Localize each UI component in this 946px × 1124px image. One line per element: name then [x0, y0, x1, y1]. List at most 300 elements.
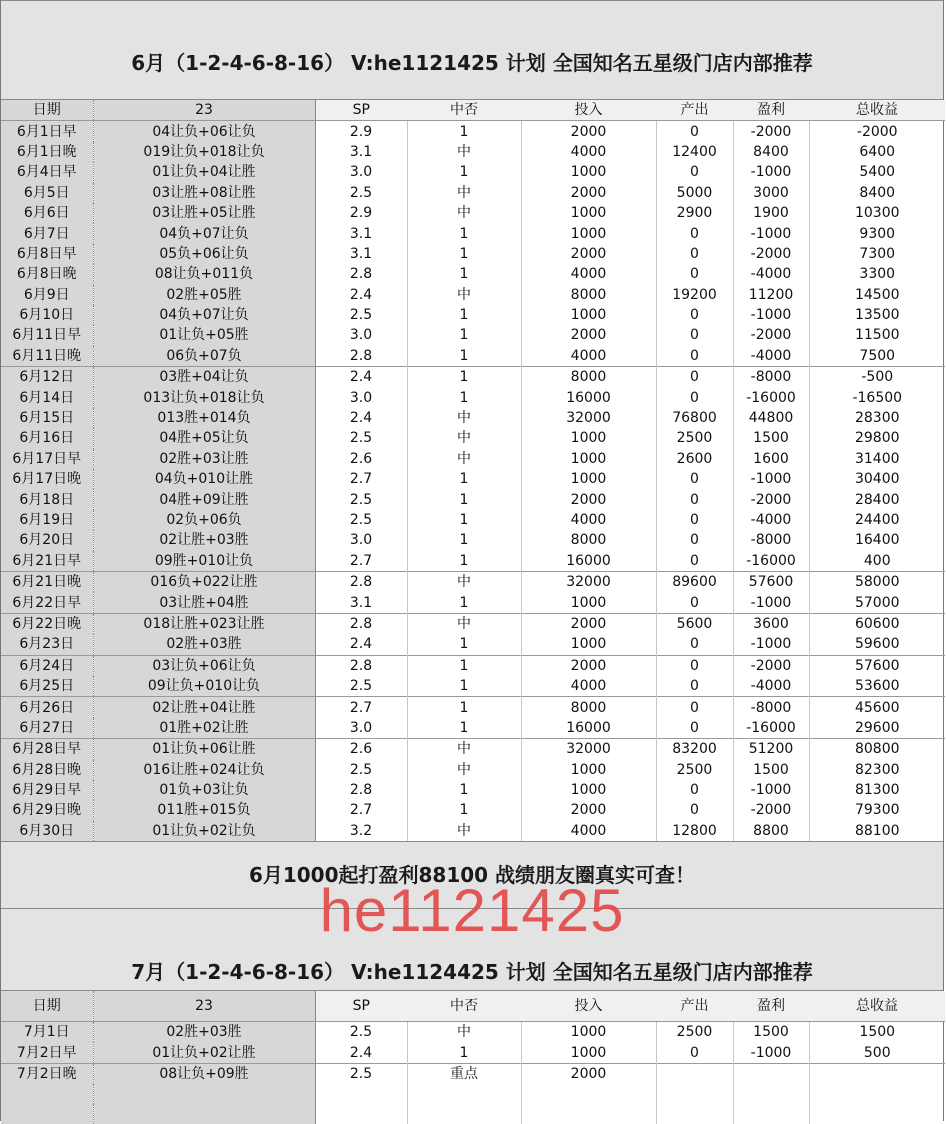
- cell-profit: -1000: [733, 162, 809, 182]
- cell-output: 0: [656, 162, 733, 182]
- table-row: [1, 655, 945, 676]
- cell-date: 6月28日早: [1, 739, 93, 760]
- cell-profit: 8800: [733, 821, 809, 841]
- cell-date: 6月16日: [1, 428, 93, 448]
- cell-date: 6月21日早: [1, 551, 93, 572]
- cell-match: 01让负+06让胜: [93, 739, 315, 760]
- table-row: [1, 285, 945, 305]
- cell-output: 0: [656, 305, 733, 325]
- cell-date: 7月2日早: [1, 1042, 93, 1063]
- cell-output: 2500: [656, 760, 733, 780]
- cell-stake: 2000: [521, 121, 656, 142]
- table-row: [1, 592, 945, 613]
- empty-cell: [1, 1104, 93, 1124]
- cell-match: 016负+022让胜: [93, 571, 315, 592]
- cell-hit: 1: [407, 592, 521, 613]
- table-row: [1, 162, 945, 182]
- july-table-body: [1, 1022, 945, 1124]
- empty-cell: [733, 1084, 809, 1104]
- empty-cell: [521, 1104, 656, 1124]
- cell-date: 6月29日早: [1, 780, 93, 800]
- cell-profit: -1000: [733, 592, 809, 613]
- cell-total: 5400: [809, 162, 945, 182]
- cell-hit: 1: [407, 387, 521, 407]
- col-header-profit: 盈利: [733, 991, 809, 1022]
- cell-output: 0: [656, 510, 733, 530]
- cell-sp: 2.5: [315, 305, 407, 325]
- cell-output: 83200: [656, 739, 733, 760]
- cell-match: 02让胜+04让胜: [93, 697, 315, 718]
- cell-match: 01让负+02让负: [93, 821, 315, 841]
- cell-sp: 2.8: [315, 571, 407, 592]
- table-row: [1, 800, 945, 820]
- table-row: [1, 739, 945, 760]
- cell-stake: 1000: [521, 1022, 656, 1043]
- cell-sp: 2.5: [315, 1022, 407, 1043]
- cell-sp: 3.0: [315, 325, 407, 345]
- cell-sp: 2.4: [315, 367, 407, 388]
- cell-hit: 中: [407, 183, 521, 203]
- empty-cell: [315, 1104, 407, 1124]
- cell-profit: 44800: [733, 408, 809, 428]
- cell-date: 6月24日: [1, 655, 93, 676]
- col-header-stake: 投入: [521, 100, 656, 121]
- cell-stake: 8000: [521, 285, 656, 305]
- cell-stake: 2000: [521, 244, 656, 264]
- cell-hit: 中: [407, 1022, 521, 1043]
- cell-match: 04负+07让负: [93, 223, 315, 243]
- cell-stake: 1000: [521, 203, 656, 223]
- cell-sp: 2.4: [315, 285, 407, 305]
- empty-cell: [521, 1084, 656, 1104]
- cell-date: 6月12日: [1, 367, 93, 388]
- cell-output: 0: [656, 592, 733, 613]
- cell-stake: 1000: [521, 634, 656, 655]
- cell-total: 16400: [809, 530, 945, 550]
- cell-output: 0: [656, 551, 733, 572]
- col-header-sp: SP: [315, 100, 407, 121]
- cell-hit: 1: [407, 223, 521, 243]
- table-row: [1, 718, 945, 739]
- table-row: [1, 325, 945, 345]
- cell-total: 60600: [809, 613, 945, 634]
- table-row: [1, 121, 945, 142]
- cell-match: 04胜+09让胜: [93, 489, 315, 509]
- cell-date: 6月7日: [1, 223, 93, 243]
- cell-total: 6400: [809, 142, 945, 162]
- cell-match: 03让胜+05让胜: [93, 203, 315, 223]
- table-row: [1, 571, 945, 592]
- col-header-total: 总收益: [809, 991, 945, 1022]
- cell-stake: 4000: [521, 821, 656, 841]
- cell-output: 0: [656, 1042, 733, 1063]
- summary-text: 6月1000起打盈利88100 战绩朋友圈真实可查！: [248, 863, 696, 888]
- cell-profit: 1900: [733, 203, 809, 223]
- cell-match: 018让胜+023让胜: [93, 613, 315, 634]
- cell-stake: 32000: [521, 408, 656, 428]
- cell-total: 28400: [809, 489, 945, 509]
- col-header-23: 23: [93, 100, 315, 121]
- cell-profit: -2000: [733, 800, 809, 820]
- cell-stake: 4000: [521, 676, 656, 697]
- table-row: [1, 367, 945, 388]
- cell-hit: 中: [407, 285, 521, 305]
- table-row: [1, 264, 945, 284]
- cell-total: 29800: [809, 428, 945, 448]
- cell-output: 12400: [656, 142, 733, 162]
- cell-profit: 57600: [733, 571, 809, 592]
- cell-sp: 2.7: [315, 800, 407, 820]
- cell-total: 53600: [809, 676, 945, 697]
- summary-banner: [1, 841, 943, 909]
- col-header-hit: 中否: [407, 100, 521, 121]
- cell-hit: 1: [407, 1042, 521, 1063]
- empty-cell: [93, 1104, 315, 1124]
- cell-total: 7500: [809, 346, 945, 367]
- table-row: [1, 1063, 945, 1084]
- june-title: 6月（1-2-4-6-8-16） V:he1121425 计划 全国知名五星级门店内部推荐: [131, 51, 813, 75]
- cell-date: 6月18日: [1, 489, 93, 509]
- cell-total: 80800: [809, 739, 945, 760]
- cell-profit: 3600: [733, 613, 809, 634]
- table-row: [1, 1022, 945, 1043]
- cell-output: 0: [656, 634, 733, 655]
- cell-hit: 1: [407, 489, 521, 509]
- july-header-row: [1, 991, 945, 1022]
- cell-profit: -16000: [733, 551, 809, 572]
- cell-date: 6月22日晚: [1, 613, 93, 634]
- cell-hit: 中: [407, 821, 521, 841]
- cell-stake: 2000: [521, 325, 656, 345]
- cell-sp: 2.8: [315, 346, 407, 367]
- cell-output: 0: [656, 469, 733, 489]
- cell-profit: 1600: [733, 449, 809, 469]
- cell-sp: 2.5: [315, 183, 407, 203]
- cell-stake: 16000: [521, 387, 656, 407]
- cell-stake: 1000: [521, 592, 656, 613]
- cell-stake: 1000: [521, 760, 656, 780]
- cell-total: 13500: [809, 305, 945, 325]
- cell-stake: 32000: [521, 571, 656, 592]
- cell-sp: 2.8: [315, 780, 407, 800]
- cell-profit: 1500: [733, 760, 809, 780]
- cell-sp: 2.7: [315, 697, 407, 718]
- cell-date: 6月10日: [1, 305, 93, 325]
- cell-match: 08让负+09胜: [93, 1063, 315, 1084]
- cell-hit: 1: [407, 325, 521, 345]
- cell-hit: 1: [407, 121, 521, 142]
- empty-row: [1, 1084, 945, 1104]
- cell-hit: 1: [407, 510, 521, 530]
- cell-output: 0: [656, 325, 733, 345]
- empty-cell: [93, 1084, 315, 1104]
- cell-output: 2500: [656, 1022, 733, 1043]
- table-row: [1, 551, 945, 572]
- col-header-hit: 中否: [407, 991, 521, 1022]
- cell-stake: 4000: [521, 346, 656, 367]
- cell-total: 3300: [809, 264, 945, 284]
- empty-cell: [809, 1104, 945, 1124]
- cell-match: 02负+06负: [93, 510, 315, 530]
- cell-date: 6月21日晚: [1, 571, 93, 592]
- cell-stake: 4000: [521, 510, 656, 530]
- table-row: [1, 821, 945, 841]
- table-row: [1, 1042, 945, 1063]
- cell-profit: -8000: [733, 530, 809, 550]
- cell-profit: -4000: [733, 676, 809, 697]
- cell-hit: 1: [407, 676, 521, 697]
- table-row: [1, 469, 945, 489]
- table-row: [1, 346, 945, 367]
- cell-hit: 1: [407, 244, 521, 264]
- cell-match: 06负+07负: [93, 346, 315, 367]
- cell-match: 02胜+03胜: [93, 634, 315, 655]
- cell-date: 6月5日: [1, 183, 93, 203]
- cell-hit: 中: [407, 428, 521, 448]
- cell-stake: 2000: [521, 655, 656, 676]
- cell-profit: [733, 1063, 809, 1084]
- cell-total: 28300: [809, 408, 945, 428]
- cell-stake: 32000: [521, 739, 656, 760]
- cell-date: 6月8日晚: [1, 264, 93, 284]
- cell-output: 0: [656, 121, 733, 142]
- june-table: [1, 100, 945, 841]
- cell-total: 88100: [809, 821, 945, 841]
- cell-date: 6月23日: [1, 634, 93, 655]
- empty-cell: [656, 1104, 733, 1124]
- col-header-profit: 盈利: [733, 100, 809, 121]
- cell-hit: 1: [407, 780, 521, 800]
- cell-total: [809, 1063, 945, 1084]
- cell-date: 6月11日晚: [1, 346, 93, 367]
- cell-output: 76800: [656, 408, 733, 428]
- table-row: [1, 697, 945, 718]
- cell-date: 6月17日晚: [1, 469, 93, 489]
- cell-sp: 2.5: [315, 1063, 407, 1084]
- cell-sp: 2.8: [315, 655, 407, 676]
- cell-date: 7月2日晚: [1, 1063, 93, 1084]
- cell-total: 10300: [809, 203, 945, 223]
- cell-match: 04让负+06让负: [93, 121, 315, 142]
- cell-sp: 3.1: [315, 142, 407, 162]
- cell-total: 400: [809, 551, 945, 572]
- cell-hit: 中: [407, 203, 521, 223]
- cell-sp: 2.8: [315, 264, 407, 284]
- cell-match: 02胜+05胜: [93, 285, 315, 305]
- cell-sp: 2.8: [315, 613, 407, 634]
- cell-sp: 3.1: [315, 223, 407, 243]
- cell-sp: 2.5: [315, 760, 407, 780]
- table-row: [1, 634, 945, 655]
- cell-profit: -4000: [733, 264, 809, 284]
- cell-sp: 3.2: [315, 821, 407, 841]
- cell-hit: 1: [407, 367, 521, 388]
- cell-date: 6月4日早: [1, 162, 93, 182]
- col-header-sp: SP: [315, 991, 407, 1022]
- june-title-banner: [1, 0, 943, 100]
- cell-match: 02让胜+03胜: [93, 530, 315, 550]
- cell-sp: 2.4: [315, 408, 407, 428]
- cell-total: 29600: [809, 718, 945, 739]
- table-row: [1, 387, 945, 407]
- cell-profit: -4000: [733, 346, 809, 367]
- cell-hit: 1: [407, 305, 521, 325]
- cell-output: 0: [656, 387, 733, 407]
- cell-output: 0: [656, 367, 733, 388]
- cell-stake: 8000: [521, 697, 656, 718]
- cell-date: 6月11日早: [1, 325, 93, 345]
- cell-stake: 2000: [521, 183, 656, 203]
- cell-sp: 2.6: [315, 449, 407, 469]
- cell-hit: 中: [407, 142, 521, 162]
- cell-output: [656, 1063, 733, 1084]
- cell-hit: 1: [407, 697, 521, 718]
- empty-cell: [315, 1084, 407, 1104]
- cell-total: 9300: [809, 223, 945, 243]
- cell-profit: -2000: [733, 655, 809, 676]
- cell-output: 0: [656, 676, 733, 697]
- june-header-row: [1, 100, 945, 121]
- cell-sp: 3.0: [315, 718, 407, 739]
- cell-output: 89600: [656, 571, 733, 592]
- cell-sp: 3.1: [315, 244, 407, 264]
- cell-hit: 中: [407, 408, 521, 428]
- table-row: [1, 489, 945, 509]
- cell-date: 6月14日: [1, 387, 93, 407]
- cell-sp: 2.4: [315, 1042, 407, 1063]
- cell-stake: 1000: [521, 305, 656, 325]
- col-header-output: 产出: [656, 100, 733, 121]
- col-header-date: 日期: [1, 991, 93, 1022]
- col-header-output: 产出: [656, 991, 733, 1022]
- cell-output: 0: [656, 530, 733, 550]
- cell-profit: 11200: [733, 285, 809, 305]
- table-row: [1, 408, 945, 428]
- cell-sp: 2.5: [315, 428, 407, 448]
- cell-stake: 1000: [521, 223, 656, 243]
- cell-match: 04负+010让胜: [93, 469, 315, 489]
- cell-stake: 1000: [521, 162, 656, 182]
- empty-cell: [407, 1104, 521, 1124]
- col-header-stake: 投入: [521, 991, 656, 1022]
- cell-hit: 中: [407, 739, 521, 760]
- cell-profit: 1500: [733, 1022, 809, 1043]
- col-header-total: 总收益: [809, 100, 945, 121]
- cell-profit: -1000: [733, 1042, 809, 1063]
- empty-cell: [733, 1104, 809, 1124]
- cell-profit: -1000: [733, 305, 809, 325]
- cell-profit: -2000: [733, 121, 809, 142]
- cell-output: 5000: [656, 183, 733, 203]
- cell-date: 7月1日: [1, 1022, 93, 1043]
- cell-output: 2500: [656, 428, 733, 448]
- cell-match: 016让胜+024让负: [93, 760, 315, 780]
- cell-sp: 2.9: [315, 121, 407, 142]
- cell-stake: 8000: [521, 530, 656, 550]
- cell-profit: 8400: [733, 142, 809, 162]
- cell-match: 013胜+014负: [93, 408, 315, 428]
- cell-output: 0: [656, 244, 733, 264]
- cell-match: 03让胜+04胜: [93, 592, 315, 613]
- cell-profit: -1000: [733, 634, 809, 655]
- cell-stake: 16000: [521, 551, 656, 572]
- cell-profit: -1000: [733, 780, 809, 800]
- cell-date: 6月22日早: [1, 592, 93, 613]
- cell-match: 03让胜+08让胜: [93, 183, 315, 203]
- empty-cell: [1, 1084, 93, 1104]
- table-row: [1, 510, 945, 530]
- cell-total: 8400: [809, 183, 945, 203]
- cell-stake: 2000: [521, 489, 656, 509]
- cell-match: 09胜+010让负: [93, 551, 315, 572]
- cell-match: 01让负+04让胜: [93, 162, 315, 182]
- cell-sp: 2.4: [315, 634, 407, 655]
- cell-date: 6月1日早: [1, 121, 93, 142]
- cell-stake: 16000: [521, 718, 656, 739]
- cell-sp: 3.0: [315, 387, 407, 407]
- cell-hit: 1: [407, 469, 521, 489]
- empty-cell: [656, 1084, 733, 1104]
- cell-sp: 2.7: [315, 469, 407, 489]
- cell-total: 11500: [809, 325, 945, 345]
- cell-hit: 1: [407, 551, 521, 572]
- cell-match: 04胜+05让负: [93, 428, 315, 448]
- cell-total: 59600: [809, 634, 945, 655]
- cell-total: 30400: [809, 469, 945, 489]
- cell-total: 81300: [809, 780, 945, 800]
- cell-output: 19200: [656, 285, 733, 305]
- cell-total: 57000: [809, 592, 945, 613]
- cell-profit: -8000: [733, 367, 809, 388]
- cell-total: -2000: [809, 121, 945, 142]
- july-title-banner: [1, 909, 943, 991]
- cell-stake: 1000: [521, 469, 656, 489]
- cell-hit: 1: [407, 346, 521, 367]
- cell-total: 57600: [809, 655, 945, 676]
- cell-hit: 1: [407, 800, 521, 820]
- table-row: [1, 530, 945, 550]
- cell-output: 0: [656, 489, 733, 509]
- cell-output: 0: [656, 264, 733, 284]
- cell-date: 6月27日: [1, 718, 93, 739]
- cell-profit: -1000: [733, 469, 809, 489]
- cell-stake: 1000: [521, 428, 656, 448]
- cell-sp: 3.1: [315, 592, 407, 613]
- cell-stake: 2000: [521, 613, 656, 634]
- table-row: [1, 203, 945, 223]
- table-row: [1, 449, 945, 469]
- table-row: [1, 305, 945, 325]
- cell-hit: 中: [407, 613, 521, 634]
- cell-stake: 4000: [521, 264, 656, 284]
- cell-match: 01让负+02让胜: [93, 1042, 315, 1063]
- table-row: [1, 428, 945, 448]
- table-row: [1, 142, 945, 162]
- cell-match: 03胜+04让负: [93, 367, 315, 388]
- cell-sp: 2.5: [315, 489, 407, 509]
- table-row: [1, 613, 945, 634]
- cell-match: 019让负+018让负: [93, 142, 315, 162]
- cell-date: 6月19日: [1, 510, 93, 530]
- cell-date: 6月25日: [1, 676, 93, 697]
- cell-stake: 4000: [521, 142, 656, 162]
- cell-total: 79300: [809, 800, 945, 820]
- cell-stake: 2000: [521, 1063, 656, 1084]
- col-header-date: 日期: [1, 100, 93, 121]
- cell-hit: 1: [407, 718, 521, 739]
- cell-sp: 2.9: [315, 203, 407, 223]
- june-table-body: [1, 121, 945, 841]
